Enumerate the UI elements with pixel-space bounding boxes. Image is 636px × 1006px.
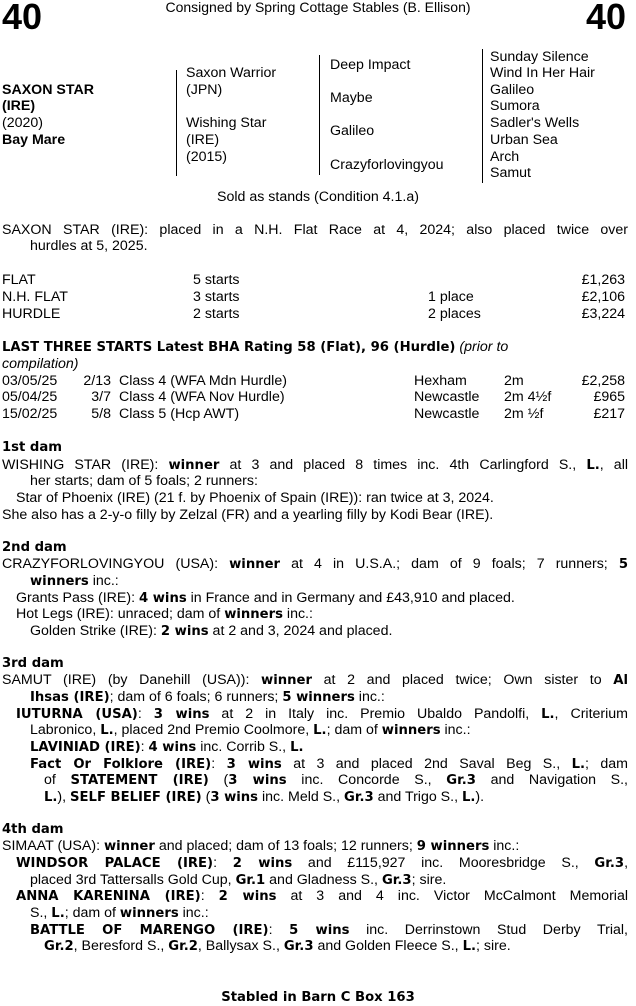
third-dam-line-3: IUTURNA (USA): 3 wins at 2 in Italy inc. Premio Ubaldo Pandolfi, L., Criterium xyxy=(16,706,628,722)
start-date: 03/05/25 xyxy=(2,373,58,389)
first-dam-heading: 1st dam xyxy=(2,440,63,455)
start-position: 5/8 xyxy=(91,406,111,422)
record-prize: £1,263 xyxy=(581,272,625,288)
stabling-footer: Stabled in Barn C Box 163 xyxy=(221,990,415,1005)
record-starts: 5 starts xyxy=(193,272,240,288)
horse-name: SAXON STAR xyxy=(2,82,94,98)
record-places: 2 places xyxy=(428,306,481,322)
start-prize: £965 xyxy=(593,389,625,405)
first-dam-line-2: her starts; dam of 5 foals; 2 runners: xyxy=(30,473,258,489)
great-grandparent-4: Sumora xyxy=(490,98,540,114)
third-dam-line-4: Labronico, L., placed 2nd Premio Coolmore, L.; dam of winners inc.: xyxy=(30,722,471,738)
start-course: Newcastle xyxy=(414,406,480,422)
great-grandparent-6: Urban Sea xyxy=(490,132,558,148)
fourth-dam-line-3: placed 3rd Tattersalls Gold Cup, Gr.1 and Gladness S., Gr.3; sire. xyxy=(30,872,447,888)
first-dam-line-1: WISHING STAR (IRE): winner at 3 and placed 8 times inc. 4th Carlingford S., L., all xyxy=(2,457,628,473)
start-distance: 2m xyxy=(504,373,524,389)
great-grandparent-1: Sunday Silence xyxy=(490,49,589,65)
great-grandparent-3: Galileo xyxy=(490,82,535,98)
horse-year: (2020) xyxy=(2,115,44,131)
fourth-dam-line-5: S., L.; dam of winners inc.: xyxy=(30,905,209,921)
last-starts-heading-line xyxy=(2,339,508,355)
sire-country: (JPN) xyxy=(186,82,223,98)
first-dam-line-4: She also has a 2-y-o filly by Zelzal (FR) and a yearling filly by Kodi Bear (IRE). xyxy=(2,507,494,523)
grandsire-maternal: Galileo xyxy=(330,123,375,139)
consignor: Consigned by Spring Cottage Stables (B. Ellison) xyxy=(165,0,471,15)
start-distance: 2m 4½f xyxy=(504,389,552,405)
granddam-paternal: Maybe xyxy=(330,90,373,106)
dam-year: (2015) xyxy=(186,149,228,165)
summary-line-1: SAXON STAR (IRE): placed in a N.H. Flat Race at 4, 2024; also placed twice over xyxy=(2,222,628,238)
fourth-dam-heading: 4th dam xyxy=(2,822,64,837)
granddam-maternal: Crazyforlovingyou xyxy=(330,157,444,173)
record-starts: 3 starts xyxy=(193,289,240,305)
record-prize: £2,106 xyxy=(581,289,625,305)
dam-name: Wishing Star xyxy=(186,115,267,131)
second-dam-line-1: CRAZYFORLOVINGYOU (USA): winner at 4 in U.S.A.; dam of 9 foals; 7 runners; 5 xyxy=(2,556,629,572)
great-grandparent-8: Samut xyxy=(490,165,532,181)
horse-country: (IRE) xyxy=(2,98,36,114)
fourth-dam-line-6: BATTLE OF MARENGO (IRE): 5 wins inc. Derrinstown Stud Derby Trial, xyxy=(30,922,628,938)
start-race: Class 4 (WFA Nov Hurdle) xyxy=(119,389,285,405)
third-dam-line-5: LAVINIAD (IRE): 4 wins inc. Corrib S., L. xyxy=(30,739,304,755)
record-type: N.H. FLAT xyxy=(2,289,68,305)
pedigree-divider-2 xyxy=(319,55,320,175)
start-race: Class 5 (Hcp AWT) xyxy=(119,406,240,422)
third-dam-line-2: Ihsas (IRE); dam of 6 foals; 6 runners; 5 winners inc.: xyxy=(30,689,385,705)
start-distance: 2m ½f xyxy=(504,406,544,422)
second-dam-line-4: Hot Legs (IRE): unraced; dam of winners inc.: xyxy=(16,606,313,622)
record-type: HURDLE xyxy=(2,306,61,322)
start-course: Newcastle xyxy=(414,389,480,405)
record-prize: £3,224 xyxy=(581,306,625,322)
third-dam-line-6: Fact Or Folklore (IRE): 3 wins at 3 and placed 2nd Saval Beg S., L.; dam xyxy=(30,756,628,772)
fourth-dam-line-2: WINDSOR PALACE (IRE): 2 wins and £115,927 inc. Mooresbridge S., Gr.3, xyxy=(16,855,629,871)
second-dam-line-5: Golden Strike (IRE): 2 wins at 2 and 3, 2024 and placed. xyxy=(30,623,393,639)
dam-country: (IRE) xyxy=(186,132,220,148)
sire-name: Saxon Warrior xyxy=(186,65,277,81)
last-starts-note-cont: compilation) xyxy=(2,356,79,372)
sold-as-condition: Sold as stands (Condition 4.1.a) xyxy=(217,189,419,205)
great-grandparent-5: Sadler's Wells xyxy=(490,115,580,131)
last-starts-heading: LAST THREE STARTS Latest BHA Rating 58 (Flat), 96 (Hurdle) xyxy=(2,340,456,355)
record-type: FLAT xyxy=(2,272,36,288)
great-grandparent-7: Arch xyxy=(490,149,520,165)
second-dam-line-2: winners inc.: xyxy=(30,573,119,589)
start-course: Hexham xyxy=(414,373,467,389)
start-race: Class 4 (WFA Mdn Hurdle) xyxy=(119,373,287,389)
lot-number-left: 40 xyxy=(2,0,43,37)
pedigree-divider-1 xyxy=(176,70,177,176)
last-starts-note: (prior to xyxy=(459,339,509,355)
lot-number-right: 40 xyxy=(585,0,626,37)
start-position: 3/7 xyxy=(91,389,111,405)
third-dam-line-8: L.), SELF BELIEF (IRE) (3 wins inc. Meld S., Gr.3 and Trigo S., L.). xyxy=(44,789,485,805)
start-position: 2/13 xyxy=(83,373,111,389)
first-dam-line-3: Star of Phoenix (IRE) (21 f. by Phoenix of Spain (IRE)): ran twice at 3, 2024. xyxy=(16,490,494,506)
start-prize: £217 xyxy=(593,406,625,422)
third-dam-line-1: SAMUT (IRE) (by Danehill (USA)): winner at 2 and placed twice; Own sister to Al xyxy=(2,672,628,688)
start-date: 15/02/25 xyxy=(2,406,58,422)
second-dam-heading: 2nd dam xyxy=(2,540,67,555)
second-dam-line-3: Grants Pass (IRE): 4 wins in France and in Germany and £43,910 and placed. xyxy=(16,590,515,606)
start-prize: £2,258 xyxy=(581,373,625,389)
fourth-dam-line-1: SIMAAT (USA): winner and placed; dam of 13 foals; 12 runners; 9 winners inc.: xyxy=(2,838,520,854)
third-dam-line-7: of STATEMENT (IRE) (3 wins inc. Concorde S., Gr.3 and Navigation S., xyxy=(44,772,628,788)
grandsire-paternal: Deep Impact xyxy=(330,57,411,73)
great-grandparent-2: Wind In Her Hair xyxy=(490,65,595,81)
third-dam-heading: 3rd dam xyxy=(2,656,64,671)
record-places: 1 place xyxy=(428,289,474,305)
horse-sex: Bay Mare xyxy=(2,132,66,148)
fourth-dam-line-4: ANNA KARENINA (IRE): 2 wins at 3 and 4 inc. Victor McCalmont Memorial xyxy=(16,888,628,904)
start-date: 05/04/25 xyxy=(2,389,58,405)
fourth-dam-line-7: Gr.2, Beresford S., Gr.2, Ballysax S., Gr.3 and Golden Fleece S., L.; sire. xyxy=(44,938,511,954)
pedigree-divider-3 xyxy=(482,49,483,183)
record-starts: 2 starts xyxy=(193,306,240,322)
summary-line-2: hurdles at 5, 2025. xyxy=(30,238,148,254)
